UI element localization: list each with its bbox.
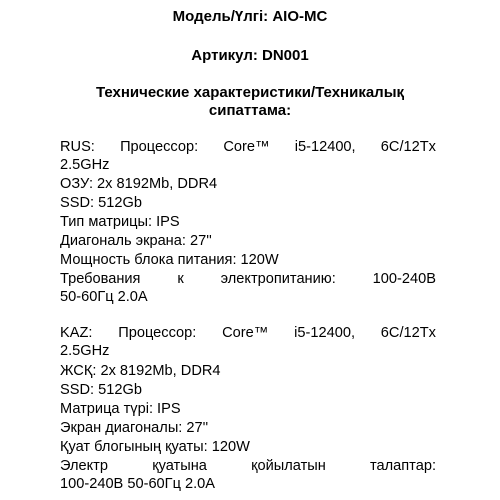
kaz-cpu-word: 6C/12Tx [380,325,436,341]
rus-cpu-word: Процессор: [120,139,199,155]
rus-cpu-word: RUS: [60,139,95,155]
kaz-power-cont: 100-240В 50-60Гц 2.0A [60,476,216,492]
kaz-cpu-word: Core™ [222,325,269,341]
kaz-power-word: қуатына [152,458,207,474]
rus-cpu-word: i5-12400, [294,139,356,155]
model-heading: Модель/Үлгі: AIO-MC [172,8,328,25]
rus-power-requirements [60,270,436,288]
kaz-cpu-word: KAZ: [60,325,93,341]
rus-matrix-type: Тип матрицы: IPS [60,214,180,230]
specs-title-line-2: сипаттама: [208,102,292,119]
rus-ram: ОЗУ: 2x 8192Mb, DDR4 [60,176,218,192]
kaz-ssd: SSD: 512Gb [60,382,142,398]
rus-power-word: электропитанию: [220,271,336,287]
rus-diagonal: Диагональ экрана: 27'' [60,233,212,249]
kaz-cpu-line [60,324,436,342]
specs-title-line-1: Технические характеристики/Техникалық [95,84,405,101]
rus-cpu-word: 6C/12Tx [380,139,436,155]
rus-cpu-word: Core™ [223,139,270,155]
kaz-cpu-word: Процессор: [118,325,197,341]
kaz-psu-power: Қуат блогының қуаты: 120W [60,439,250,455]
kaz-power-requirements [60,457,436,475]
rus-cpu-cont: 2.5GHz [60,157,110,173]
kaz-power-word: қойылатын [251,458,326,474]
kaz-matrix-type: Матрица түрі: IPS [60,401,181,417]
rus-power-word: 100-240В [372,271,436,287]
rus-psu-power: Мощность блока питания: 120W [60,252,279,268]
kaz-diagonal: Экран диагоналы: 27'' [60,420,209,436]
rus-cpu-line [60,138,436,156]
rus-power-word: к [177,271,184,287]
kaz-cpu-cont: 2.5GHz [60,343,110,359]
article-heading: Артикул: DN001 [191,47,309,64]
rus-ssd: SSD: 512Gb [60,195,142,211]
kaz-power-word: Электр [60,458,108,474]
rus-power-word: Требования [60,271,141,287]
kaz-power-word: талаптар: [370,458,436,474]
kaz-cpu-word: i5-12400, [294,325,355,341]
kaz-ram: ЖСҚ: 2x 8192Mb, DDR4 [60,363,221,379]
rus-power-cont: 50-60Гц 2.0A [60,289,148,305]
